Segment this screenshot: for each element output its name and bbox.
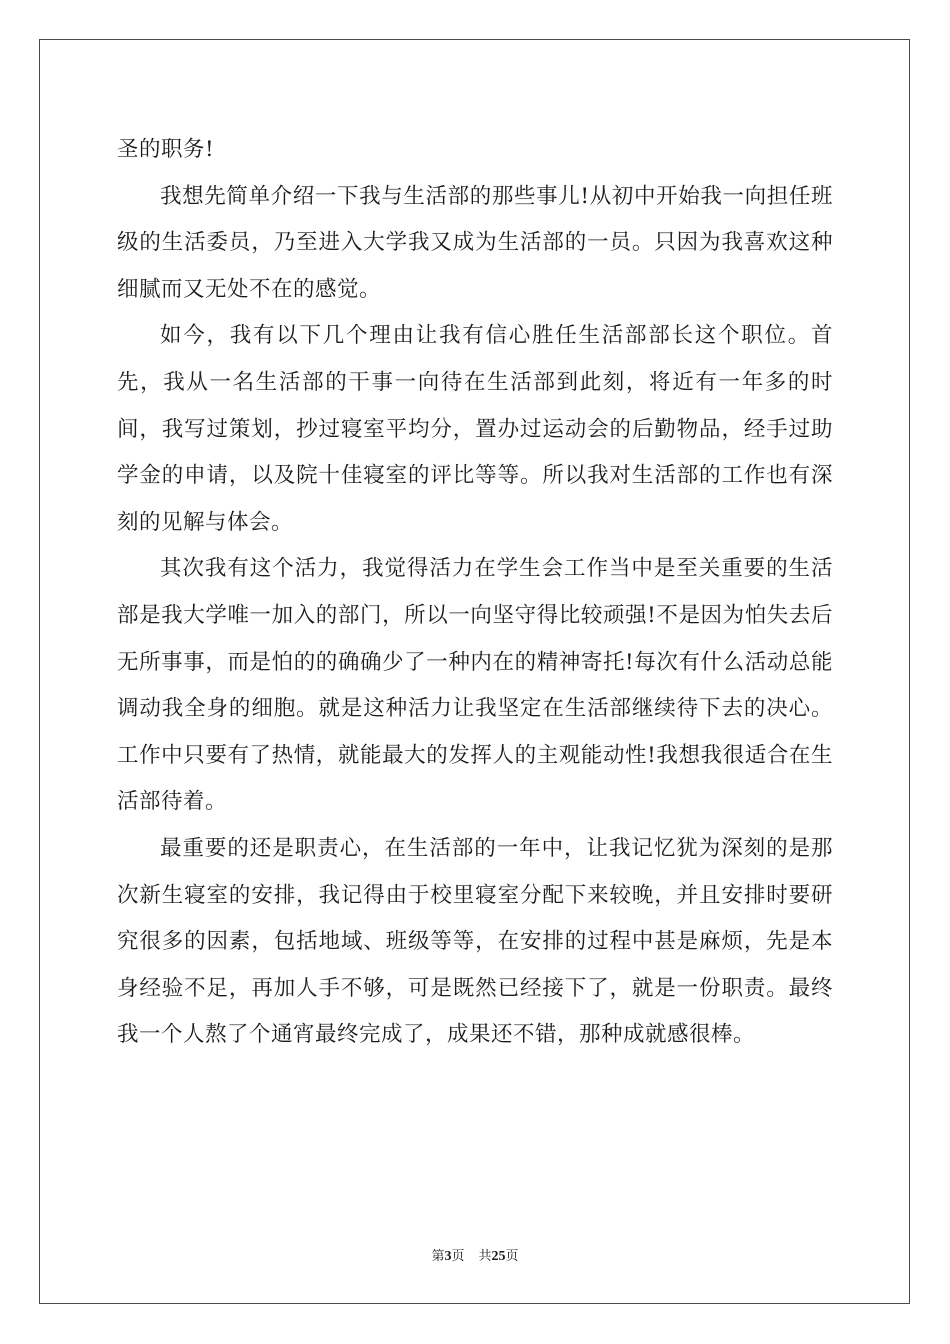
total-suffix: 页 — [505, 1249, 519, 1264]
page-footer — [0, 1245, 950, 1265]
paragraph: 如今，我有以下几个理由让我有信心胜任生活部部长这个职位。首先，我从一名生活部的干事一向待在生活部到此刻，将近有一年多的时间，我写过策划，抄过寝室平均分，置办过运动会的后勤物品，经手过助学金的申请，以及院十佳寝室的评比等等。所以我对生活部的工作也有深刻的见解与体会。 — [117, 323, 833, 535]
page-suffix: 页 — [451, 1249, 465, 1264]
total-prefix: 共 — [478, 1249, 492, 1264]
page-current: 3 — [444, 1249, 452, 1264]
page-total: 25 — [491, 1249, 506, 1264]
paragraph: 其次我有这个活力，我觉得活力在学生会工作当中是至关重要的生活部是我大学唯一加入的部门，所以一向坚守得比较顽强!不是因为怕失去后无所事事，而是怕的的确确少了一种内在的精神寄托!每次有什么活动总能调动我全身的细胞。就是这种活力让我坚定在生活部继续待下去的决心。工作中只要有了热情，就能最大的发挥人的主观能动性!我想我很适合在生活部待着。 — [117, 556, 833, 815]
document-body — [117, 127, 833, 1059]
page-prefix: 第 — [431, 1249, 445, 1264]
paragraph: 最重要的还是职责心，在生活部的一年中，让我记忆犹为深刻的是那次新生寝室的安排，我记得由于校里寝室分配下来较晚，并且安排时要研究很多的因素，包括地域、班级等等，在安排的过程中甚是麻烦，先是本身经验不足，再加人手不够，可是既然已经接下了，就是一份职责。最终我一个人熬了个通宵最终完成了，成果还不错，那种成就感很棒。 — [117, 835, 833, 1048]
paragraph: 圣的职务! — [117, 137, 215, 162]
paragraph: 我想先简单介绍一下我与生活部的那些事儿!从初中开始我一向担任班级的生活委员，乃至进入大学我又成为生活部的一员。只因为我喜欢这种细腻而又无处不在的感觉。 — [117, 183, 833, 302]
